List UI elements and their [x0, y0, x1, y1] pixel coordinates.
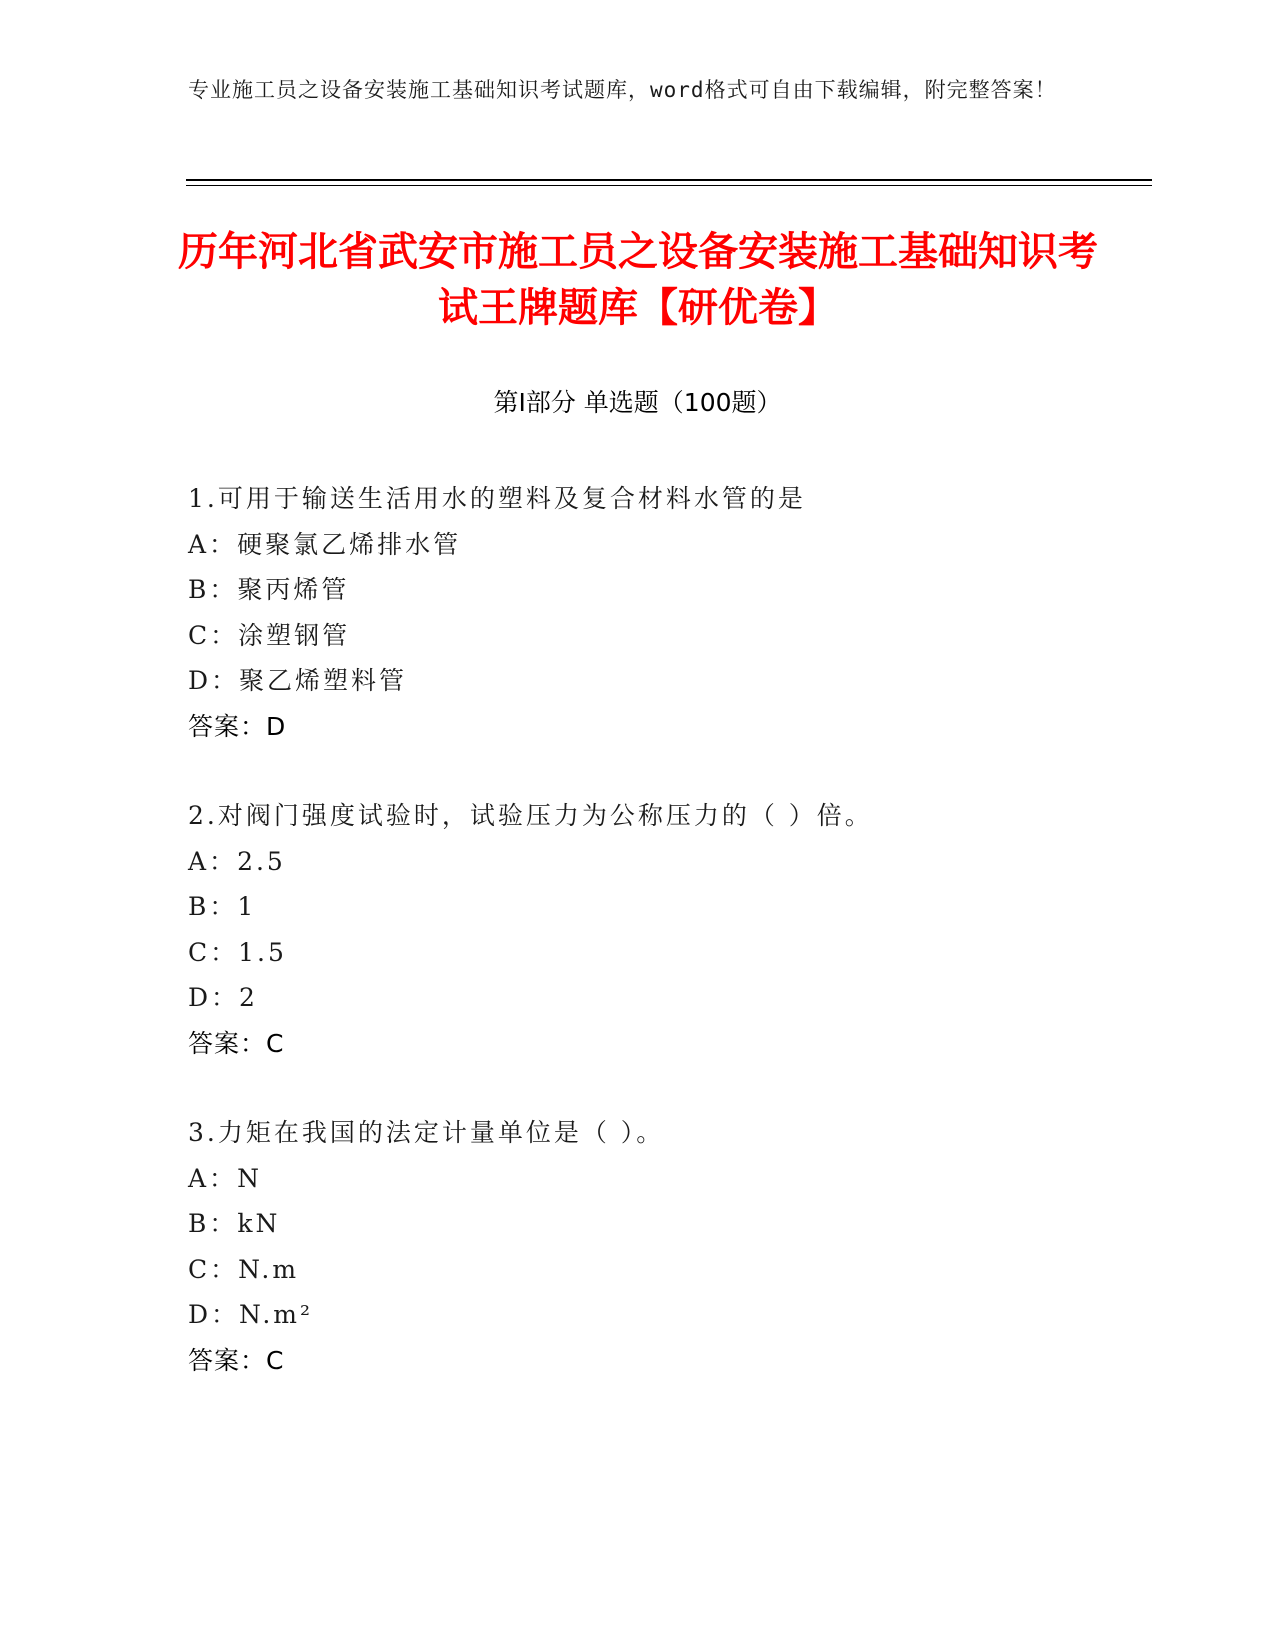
- option-c: [188, 1247, 1128, 1293]
- answer-label: 答案：D: [188, 711, 287, 741]
- option-key: D：: [188, 666, 240, 695]
- option-text: kN: [237, 1209, 281, 1238]
- option-text: 聚丙烯管: [237, 575, 350, 604]
- option-b: [188, 1201, 1128, 1247]
- option-text: N.m²: [239, 1300, 313, 1329]
- option-d: [188, 975, 1128, 1021]
- option-text: 2: [239, 983, 258, 1012]
- option-text: 聚乙烯塑料管: [239, 666, 408, 695]
- question-stem: 3.力矩在我国的法定计量单位是（ ）。: [188, 1118, 665, 1147]
- option-key: D：: [188, 1300, 240, 1329]
- option-key: C：: [188, 937, 239, 967]
- question-list: [188, 476, 1128, 1427]
- option-key: B：: [188, 575, 238, 604]
- option-key: A：: [188, 846, 238, 876]
- option-key: A：: [188, 1163, 238, 1193]
- header-rule-thick: [186, 179, 1152, 181]
- question-stem: 2.对阀门强度试验时，试验压力为公称压力的（ ）倍。: [188, 801, 873, 830]
- option-text: N: [237, 1163, 262, 1193]
- option-key: C：: [188, 620, 239, 650]
- option-key: C：: [188, 1254, 239, 1284]
- option-key: B：: [188, 1209, 238, 1238]
- header-rule-thin: [186, 185, 1152, 186]
- option-d: [188, 1292, 1128, 1338]
- answer-label: 答案：C: [188, 1028, 285, 1058]
- option-a: [188, 839, 1128, 885]
- section-heading: 第Ⅰ部分 单选题（100题）: [493, 388, 782, 417]
- option-a: [188, 522, 1128, 568]
- option-text: 2.5: [237, 846, 286, 876]
- question-2: [188, 793, 1128, 1066]
- question-3: [188, 1110, 1128, 1383]
- option-b: [188, 567, 1128, 613]
- option-a: [188, 1156, 1128, 1202]
- option-c: [188, 613, 1128, 659]
- option-c: [188, 930, 1128, 976]
- option-text: 1.5: [238, 937, 287, 967]
- answer-label: 答案：C: [188, 1345, 285, 1375]
- option-text: 硬聚氯乙烯排水管: [237, 529, 462, 559]
- document-title: 历年河北省武安市施工员之设备安装施工基础知识考试王牌题库【研优卷】: [178, 229, 1098, 331]
- option-text: N.m: [238, 1254, 300, 1284]
- option-text: 涂塑钢管: [238, 620, 351, 650]
- option-key: B：: [188, 892, 238, 921]
- option-text: 1: [237, 892, 257, 921]
- question-stem: 1.可用于输送生活用水的塑料及复合材料水管的是: [188, 484, 806, 513]
- question-1: [188, 476, 1128, 749]
- option-b: [188, 884, 1128, 930]
- header-note: 专业施工员之设备安装施工基础知识考试题库，word格式可自由下载编辑，附完整答案！: [188, 78, 1057, 102]
- option-key: A：: [188, 529, 238, 559]
- option-key: D：: [188, 983, 240, 1012]
- option-d: [188, 658, 1128, 704]
